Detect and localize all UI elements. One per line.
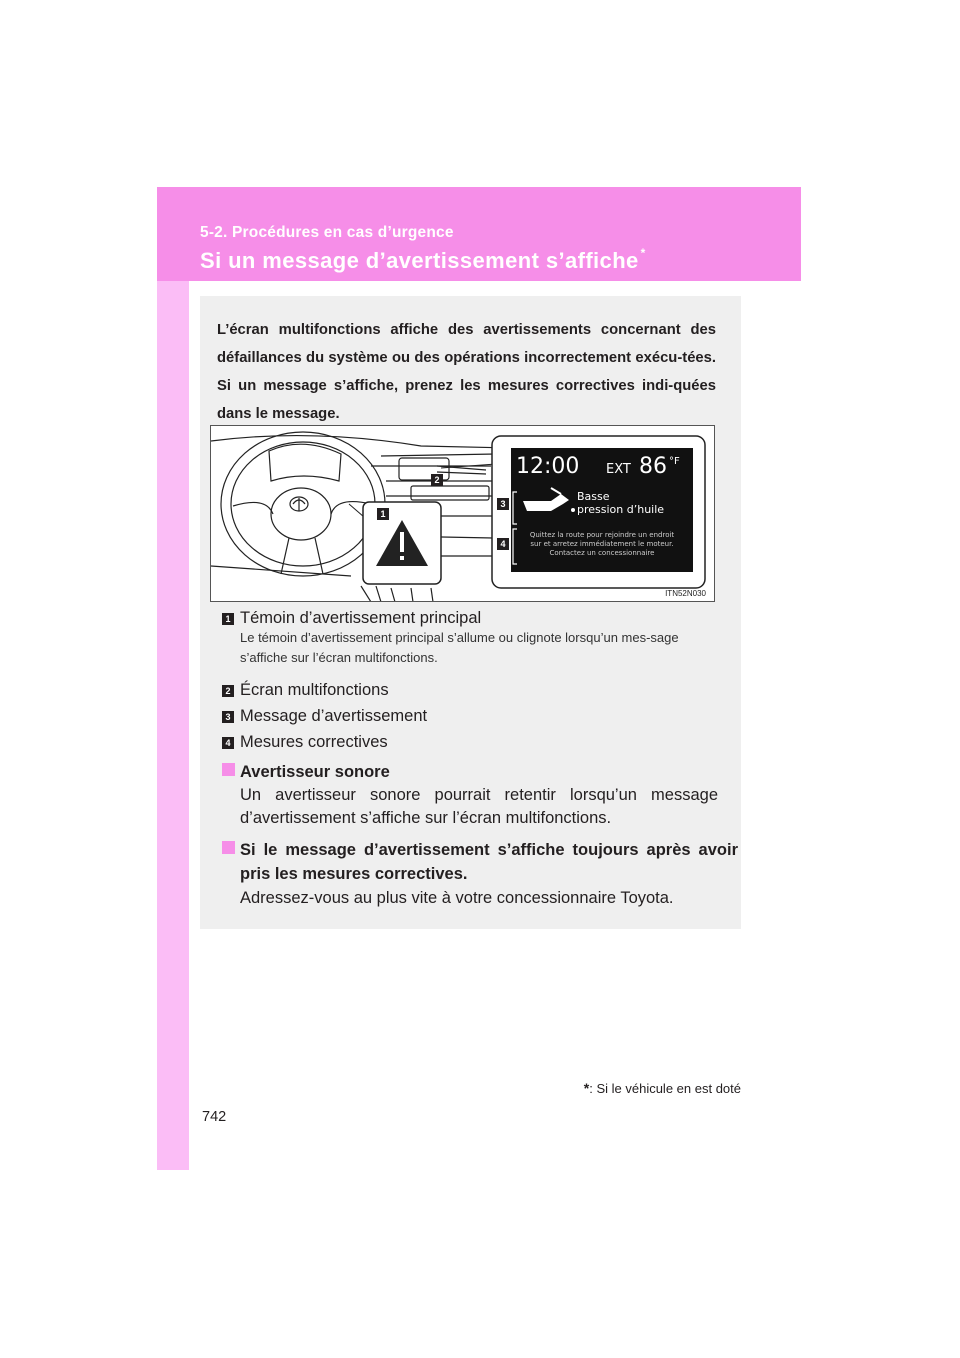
display-action-line2: sur et arretez immédiatement le moteur. [530,540,674,548]
legend-label: Écran multifonctions [240,681,389,699]
content-panel [200,296,741,929]
callout-3-label: 3 [500,499,506,509]
legend-number: 2 [222,685,234,697]
section-label: 5-2. Procédures en cas d’urgence [200,224,454,241]
title-asterisk: * [640,246,646,260]
legend-item-1-description: Le témoin d’avertissement principal s’allume ou clignote lorsqu’un mes-sage s’affiche sur l’écran multifonctions. [240,630,679,665]
display-time: 12:00 [516,454,580,479]
footnote-text: : Si le véhicule en est doté [589,1081,741,1096]
page-header [157,187,801,281]
steering-hub [271,488,331,540]
dashboard-drawing [211,426,715,602]
side-strip [157,187,189,1170]
bullet-body-2: Adressez-vous au plus vite à votre concessionnaire Toyota. [240,889,674,907]
steering-wheel-rim [221,432,385,576]
legend-number: 1 [222,613,234,625]
bullet-square-icon [222,841,235,854]
legend-label: Mesures correctives [240,733,388,751]
legend-label: Témoin d’avertissement principal [240,609,482,627]
figure-code: ITN52N030 [665,589,706,598]
page-title [200,248,646,274]
intro-paragraph: L’écran multifonctions affiche des avertissements concernant des défaillances du système ou des opérations incorrectement exécu-tées. Si un message s’affiche, prenez les mesures correctives indi-quées dans le message. [217,322,716,422]
callout-1-label: 1 [380,509,386,519]
dashboard-illustration [210,425,715,602]
bullet-title: Si le message d’avertissement s’affiche toujours après avoir pris les mesures correctives. [240,841,738,883]
callout-2-label: 2 [434,475,440,485]
legend-number: 3 [222,711,234,723]
page-title-text: Si un message d’avertissement s’affiche [200,248,639,273]
legend-label: Message d’avertissement [240,707,428,725]
callout-4-label: 4 [500,539,506,549]
display-temp-unit: °F [669,456,680,467]
bullet-body-1: Un avertisseur sonore pourrait retentir lorsqu’un message d’avertissement s’affiche sur l’écran multifonctions. [240,786,718,827]
instrument-cluster [269,444,341,481]
footnote [584,1080,741,1096]
footnote-asterisk: * [583,1080,590,1096]
bullet-title: Avertisseur sonore [240,763,390,781]
display-ext-label: EXT [606,462,631,477]
legend-number: 4 [222,737,234,749]
bullet-square-icon [222,763,235,776]
display-warning-line1: Basse [577,490,610,503]
display-warning-line2: pression d’huile [577,503,665,516]
page-number: 742 [202,1109,227,1125]
display-action-line1: Quittez la route pour rejoindre un endroit [529,531,675,539]
display-action-line3: Contactez un concessionnaire [549,549,655,557]
display-temperature: 86 [639,454,667,479]
